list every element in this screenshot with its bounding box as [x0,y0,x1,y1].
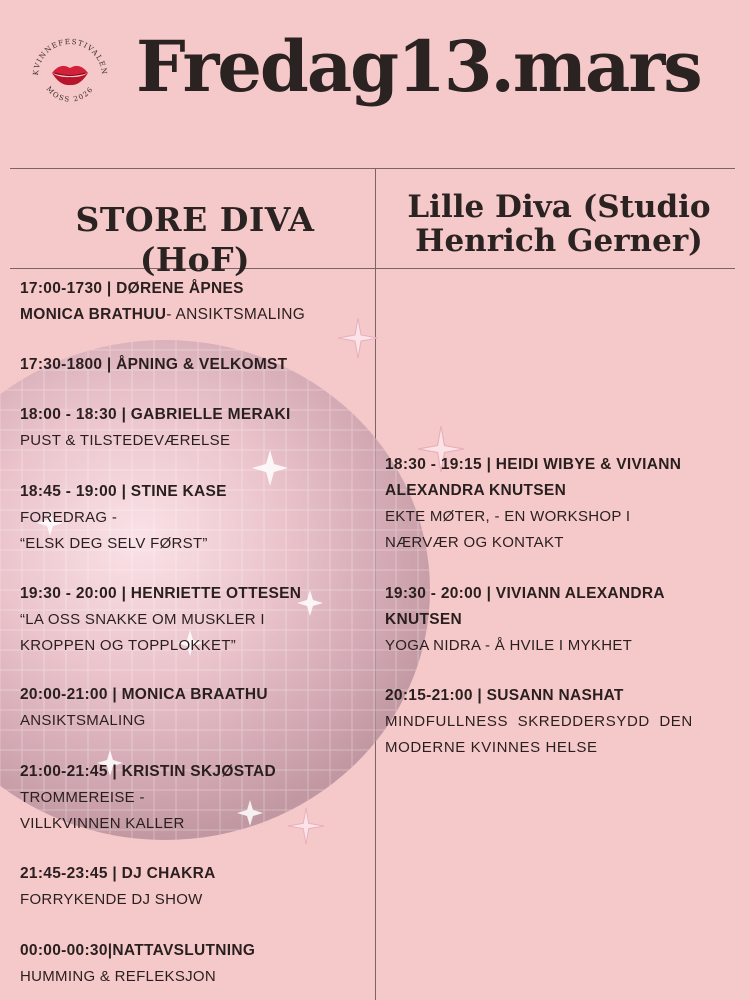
event-activity: - ANSIKTSMALING [166,306,306,323]
event-time-title: 18:45 - 19:00 | STINE KASE [20,483,227,500]
event-description: “LA OSS SNAKKE OM MUSKLER I [20,611,265,628]
event-time-title: 20:15-21:00 | SUSANN NASHAT [385,687,624,704]
page-title: Fredag13.mars [136,25,701,108]
event-description: YOGA NIDRA - Å HVILE I MYKHET [385,637,633,654]
schedule-item [20,402,380,454]
schedule-item [20,759,380,837]
event-time-title: 20:00-21:00 | MONICA BRAATHU [20,686,268,703]
event-description: MODERNE KVINNES HELSE [385,739,598,756]
schedule-item [20,682,380,734]
event-host: KNUTSEN [385,611,463,628]
schedule-item [385,452,745,556]
event-description: “ELSK DEG SELV FØRST” [20,535,208,552]
schedule-item [20,861,380,913]
event-host: MONICA BRATHUU [20,306,167,323]
schedule-item [385,581,745,659]
event-description: NÆRVÆR OG KONTAKT [385,534,564,551]
svg-text:KVINNEFESTIVALEN: KVINNEFESTIVALEN [30,36,110,76]
festival-logo [24,26,116,118]
event-description: EKTE MØTER, - EN WORKSHOP I [385,508,631,525]
event-time-title: 21:00-21:45 | KRISTIN SKJØSTAD [20,763,276,780]
schedule-item [20,938,380,990]
event-description: ANSIKTSMALING [20,712,146,729]
header-divider-top [10,168,735,169]
schedule-item [20,581,380,659]
schedule-item [385,683,745,761]
event-description: PUST & TILSTEDEVÆRELSE [20,432,231,449]
event-time-title: 18:00 - 18:30 | GABRIELLE MERAKI [20,406,291,423]
schedule-item [20,479,380,557]
event-description: VILLKVINNEN KALLER [20,815,185,832]
column-heading-store-diva: STORE DIVA (HoF) [75,200,315,279]
schedule-item [20,352,380,378]
event-host: ALEXANDRA KNUTSEN [385,482,567,499]
event-time-title: 19:30 - 20:00 | HENRIETTE OTTESEN [20,585,302,602]
column-heading-line-2: Henrich Gerner) [415,223,703,259]
event-description: FOREDRAG - [20,509,118,526]
event-time-title: 19:30 - 20:00 | VIVIANN ALEXANDRA [385,585,665,602]
event-subtitle [20,302,380,328]
event-description: MINDFULLNESS SKREDDERSYDD DEN [385,713,693,730]
event-time-title: 00:00-00:30|NATTAVSLUTNING [20,942,256,959]
schedule-item [20,276,380,328]
event-time-title: 21:45-23:45 | DJ CHAKRA [20,865,216,882]
event-description: KROPPEN OG TOPPLOKKET” [20,637,237,654]
event-time-title: 17:00-1730 | DØRENE ÅPNES [20,280,244,297]
svg-text:MOSS 2026: MOSS 2026 [44,84,96,104]
event-description: HUMMING & REFLEKSJON [20,968,217,985]
event-time-title: 18:30 - 19:15 | HEIDI WIBYE & VIVIANN [385,456,682,473]
column-heading-line-1: Lille Diva (Studio [407,189,711,225]
column-heading-lille-diva [384,190,734,258]
event-description: FORRYKENDE DJ SHOW [20,891,203,908]
lips-icon [52,66,88,85]
event-time-title: 17:30-1800 | ÅPNING & VELKOMST [20,356,288,373]
event-description: TROMMEREISE - [20,789,145,806]
